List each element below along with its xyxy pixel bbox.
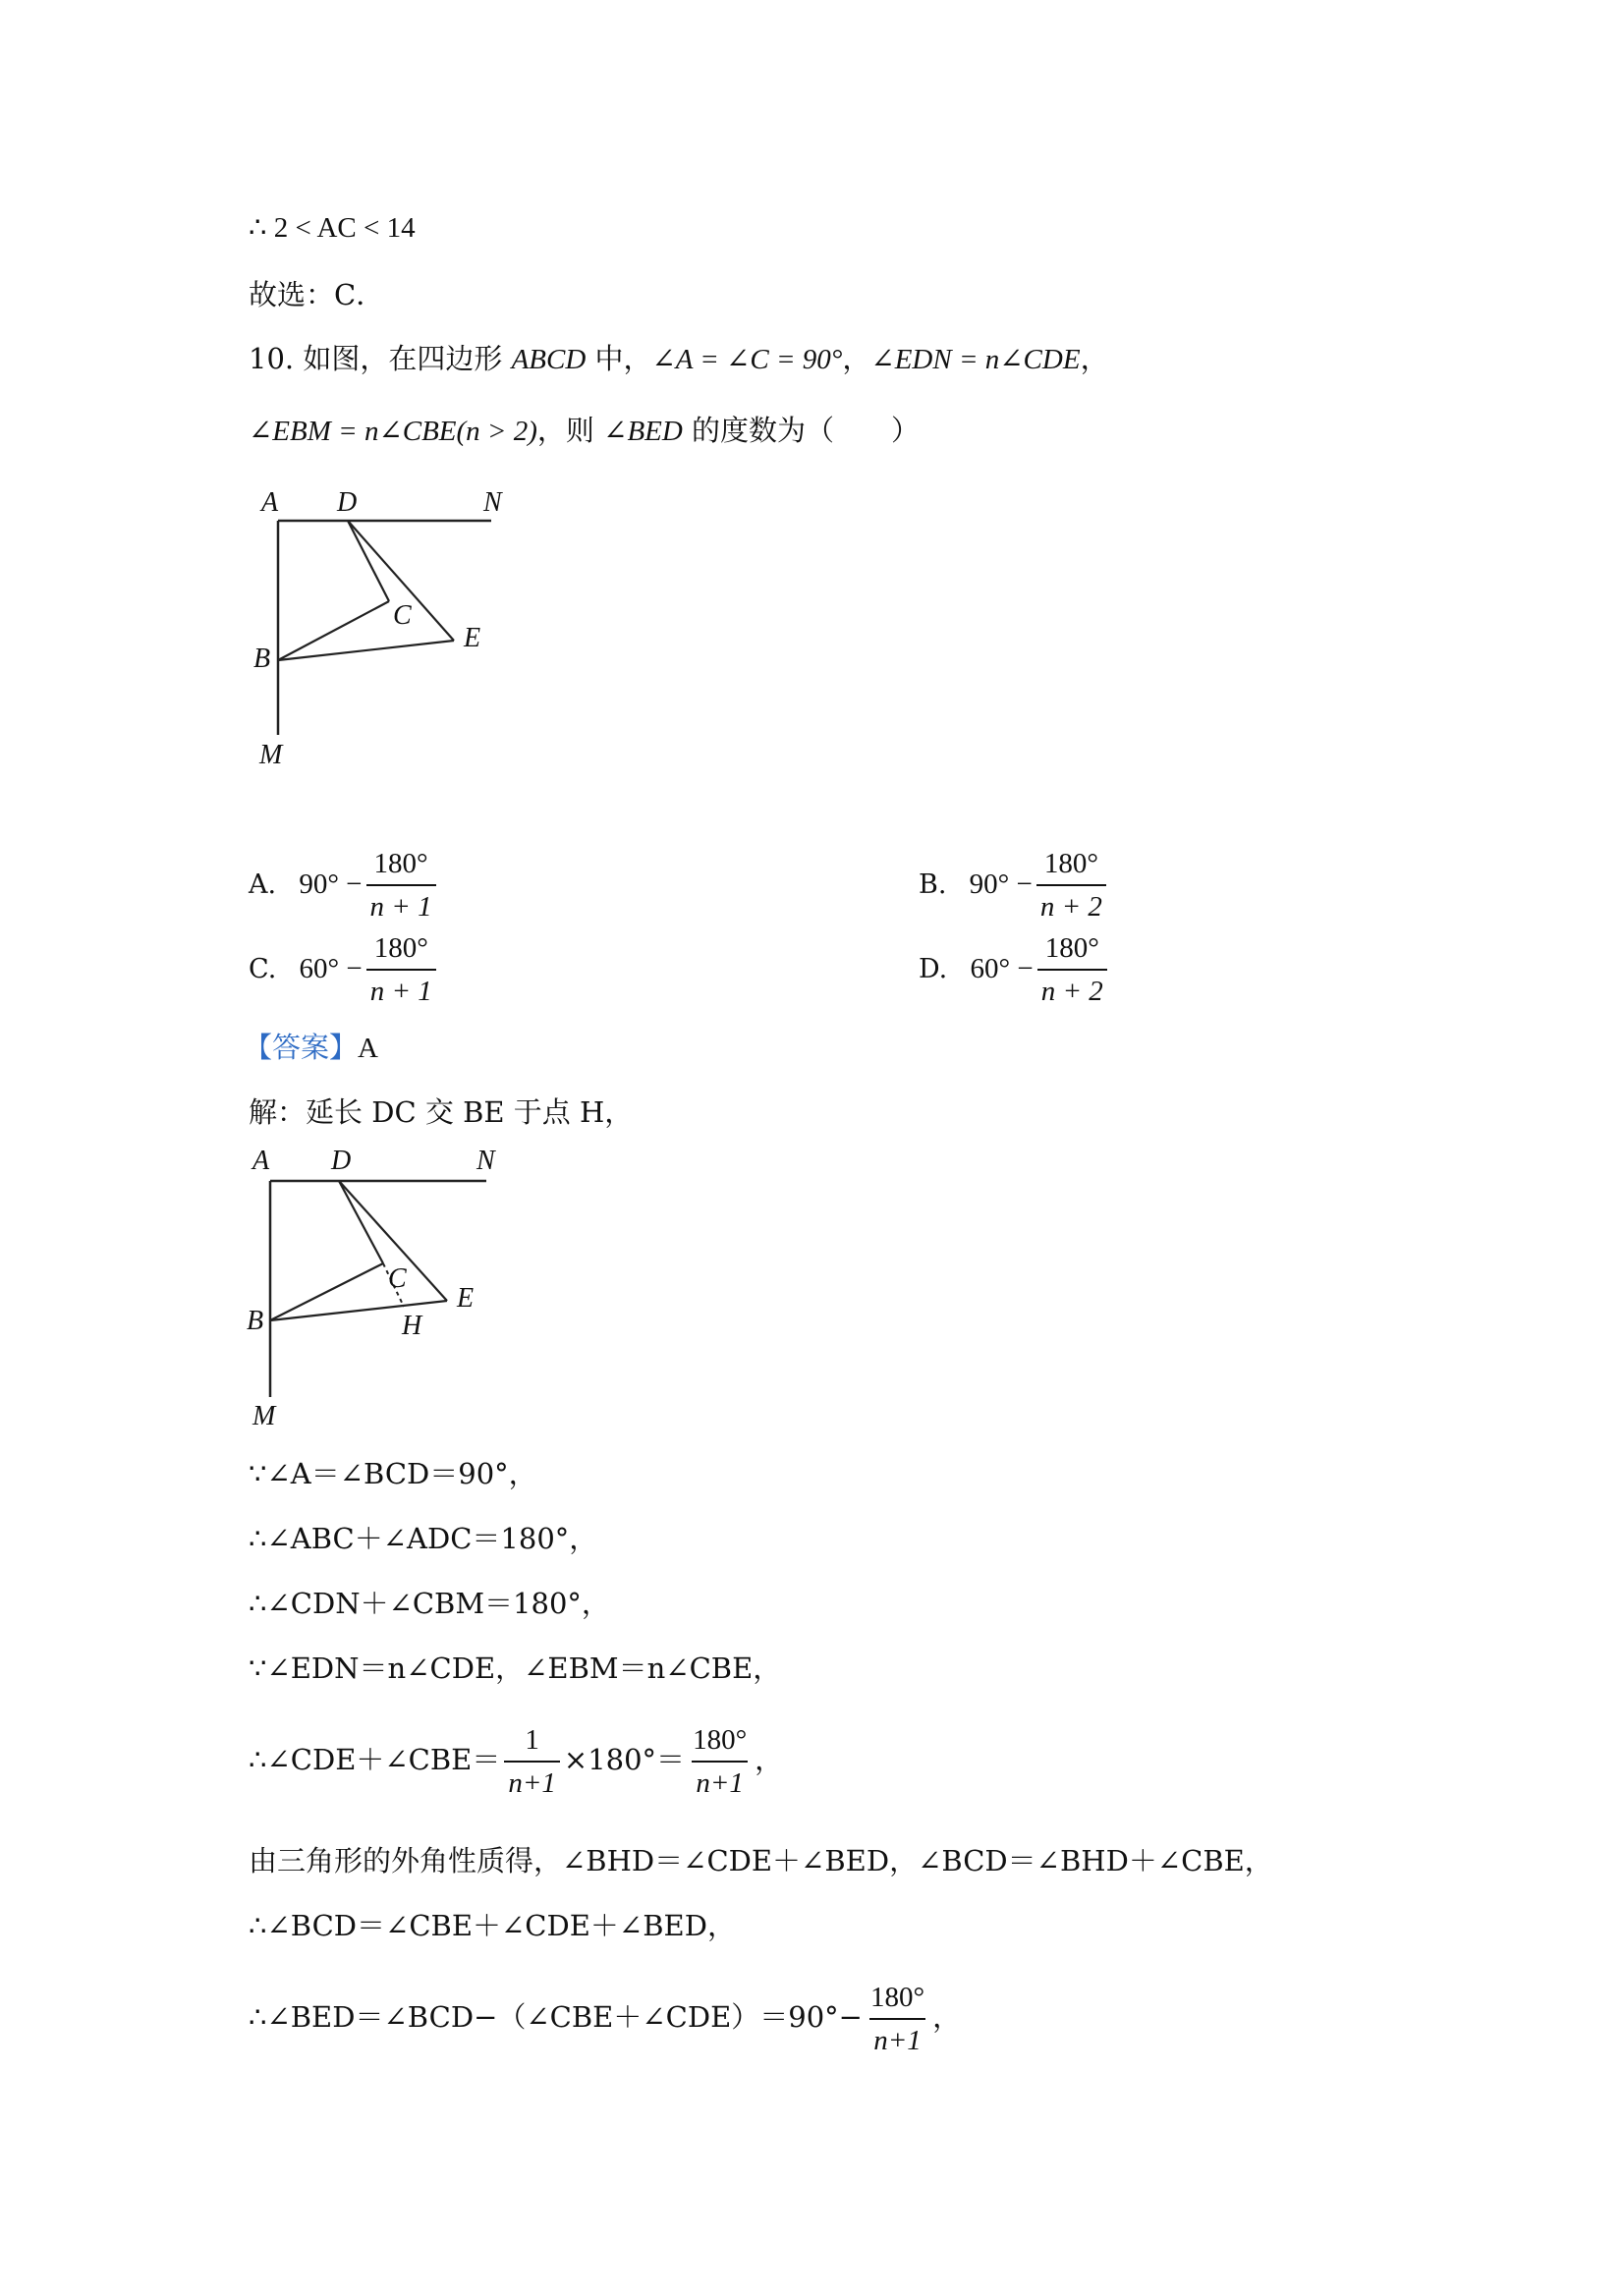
option-base: 60° − [299, 953, 363, 984]
label-m: M [259, 740, 283, 770]
answer-value: A [358, 1033, 378, 1064]
question-text: 中， [586, 342, 652, 375]
label-c: C [388, 1263, 407, 1294]
option-label: A. [249, 869, 277, 900]
question-text: 的度数为（ ） [682, 414, 921, 447]
separator: ， [1080, 342, 1109, 375]
fraction-180-over-n-plus-one: $\frac{180^\circ}{n+1}$ [867, 1979, 928, 2059]
choice-line: 故选：C． [249, 278, 385, 311]
label-n: N [483, 487, 502, 518]
question-line-1 [249, 339, 1109, 379]
label-d: D [331, 1146, 352, 1176]
question-text: ，则 [536, 414, 604, 447]
option-d [919, 929, 1111, 1010]
option-label: B. [919, 869, 947, 900]
question-number: 10. 如图，在四边形 [249, 342, 512, 375]
solution-step-6: 由三角形的外角性质得，∠BHD＝∠CDE＋∠BED，∠BCD＝∠BHD＋∠CBE， [249, 1844, 1273, 1877]
quad-name: ABCD [511, 344, 587, 375]
step-text: ×180°＝ [563, 1743, 686, 1776]
step-text: ， [932, 2000, 962, 2034]
option-label: C. [249, 954, 277, 984]
condition-ebm: ∠EBM = n∠CBE(n > 2) [249, 416, 537, 447]
fraction-180-over-n-plus-one: $\frac{180^\circ}{n+1}$ [689, 1721, 751, 1802]
label-a: A [261, 487, 279, 518]
target-angle: ∠BED [603, 416, 683, 447]
option-b [919, 845, 1110, 925]
step-text: ∴∠BED＝∠BCD−（∠CBE＋∠CDE）＝90°− [249, 2000, 863, 2034]
label-m: M [252, 1401, 276, 1431]
option-c [249, 929, 440, 1010]
solution-step-4: ∵∠EDN＝n∠CDE，∠EBM＝n∠CBE， [249, 1652, 782, 1685]
option-fraction: $\frac{180^\circ}{n + 1}$ [366, 845, 436, 925]
solution-intro: 解：延长 DC 交 BE 于点 H， [249, 1095, 634, 1129]
label-c: C [393, 600, 412, 631]
option-label: D. [919, 954, 948, 984]
separator: ， [842, 342, 871, 375]
solution-step-7: ∴∠BCD＝∠CBE＋∠CDE＋∠BED， [249, 1909, 736, 1942]
label-e: E [464, 623, 481, 653]
option-fraction: $\frac{180^\circ}{n + 1}$ [366, 929, 436, 1010]
step-text: ∴∠CDE＋∠CBE＝ [249, 1743, 501, 1776]
condition-angles: ∠A = ∠C = 90° [651, 344, 843, 375]
step-text: ， [755, 1743, 784, 1776]
solution-step-8 [249, 1979, 961, 2059]
solution-step-5 [249, 1721, 783, 1802]
figure-2 [241, 1140, 526, 1434]
label-n: N [476, 1146, 495, 1176]
question-line-2 [249, 411, 920, 451]
figure-1 [246, 481, 531, 776]
solution-step-2: ∴∠ABC＋∠ADC＝180°， [249, 1522, 598, 1555]
option-fraction: $\frac{180^\circ}{n + 2}$ [1037, 929, 1107, 1010]
label-b: B [253, 644, 271, 674]
option-a [249, 845, 440, 925]
fraction-one-over-n-plus-one: $\frac{1}{n+1}$ [504, 1721, 560, 1802]
solution-step-3: ∴∠CDN＋∠CBM＝180°， [249, 1587, 610, 1620]
label-h: H [402, 1311, 422, 1341]
label-a: A [252, 1146, 270, 1176]
option-fraction: $\frac{180^\circ}{n + 2}$ [1036, 845, 1106, 925]
condition-edn: ∠EDN = n∠CDE [870, 344, 1081, 375]
conclusion-line: ∴ 2 < AC < 14 [249, 212, 416, 244]
option-base: 90° − [299, 868, 363, 900]
label-e: E [457, 1283, 475, 1314]
option-base: 90° − [969, 868, 1033, 900]
label-d: D [337, 487, 358, 518]
answer-tag: 【答案】 [244, 1031, 359, 1064]
answer-line [244, 1028, 378, 1068]
solution-step-1: ∵∠A＝∠BCD＝90°， [249, 1457, 537, 1490]
label-b: B [247, 1306, 264, 1336]
option-base: 60° − [970, 953, 1034, 984]
